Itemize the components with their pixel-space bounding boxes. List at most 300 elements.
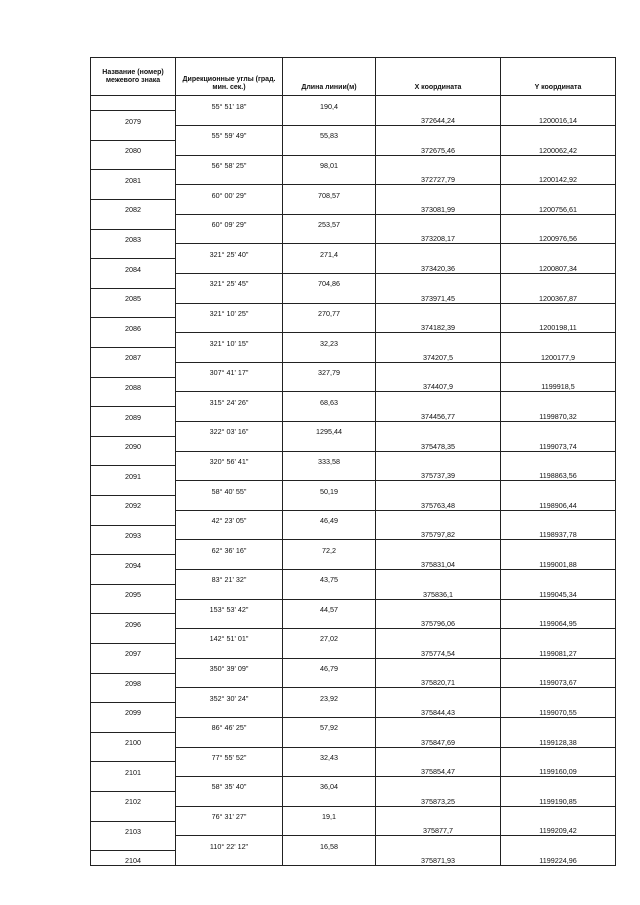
cell-name-empty <box>91 214 176 229</box>
cell-direction-angle: 58° 40' 55" <box>176 481 283 496</box>
table-row-line <box>91 126 616 141</box>
cell-length-empty <box>283 614 376 629</box>
cell-point-name: 2085 <box>91 288 176 303</box>
cell-x-empty <box>376 155 501 170</box>
cell-y-empty <box>501 185 616 200</box>
table-row-line <box>91 362 616 377</box>
cell-length-empty <box>283 851 376 866</box>
cell-name-empty <box>91 126 176 141</box>
cell-x-coordinate: 373420,36 <box>376 259 501 274</box>
cell-x-coordinate: 375854,47 <box>376 762 501 777</box>
cell-y-coordinate: 1199081,27 <box>501 643 616 658</box>
cell-line-length: 708,57 <box>283 185 376 200</box>
cell-point-name: 2081 <box>91 170 176 185</box>
cell-y-coordinate: 1199224,96 <box>501 851 616 866</box>
cell-direction-angle: 86° 46' 25" <box>176 717 283 732</box>
cell-y-coordinate: 1199918,5 <box>501 377 616 392</box>
cell-length-empty <box>283 229 376 244</box>
cell-line-length: 55,83 <box>283 126 376 141</box>
cell-y-coordinate: 1198906,44 <box>501 496 616 511</box>
cell-x-coordinate: 374207,5 <box>376 348 501 363</box>
table-row-line <box>91 629 616 644</box>
cell-direction-angle: 58° 35' 40" <box>176 777 283 792</box>
cell-x-empty <box>376 688 501 703</box>
cell-angle-empty <box>176 851 283 866</box>
cell-point-name: 2094 <box>91 555 176 570</box>
cell-name-empty <box>91 599 176 614</box>
cell-x-coordinate: 375796,06 <box>376 614 501 629</box>
table-row-line <box>91 747 616 762</box>
table-row-line <box>91 481 616 496</box>
cell-x-coordinate: 373208,17 <box>376 229 501 244</box>
cell-x-empty <box>376 629 501 644</box>
cell-name-empty <box>91 362 176 377</box>
cell-x-coordinate: 375737,39 <box>376 466 501 481</box>
cell-name-empty <box>91 451 176 466</box>
cell-angle-empty <box>176 288 283 303</box>
table-row-point <box>91 140 616 155</box>
cell-angle-empty <box>176 170 283 185</box>
cell-line-length: 1295,44 <box>283 422 376 437</box>
cell-point-name: 2103 <box>91 821 176 836</box>
table-row-point <box>91 466 616 481</box>
table-row-point <box>91 762 616 777</box>
cell-line-length: 23,92 <box>283 688 376 703</box>
header-angle: Дирекционные углы (град. мин. сек.) <box>176 58 283 96</box>
cell-x-empty <box>376 303 501 318</box>
table-row-point <box>91 821 616 836</box>
cell-name-empty <box>91 688 176 703</box>
cell-length-empty <box>283 584 376 599</box>
cell-direction-angle: 321° 25' 45" <box>176 274 283 289</box>
table-row-point <box>91 643 616 658</box>
header-length: Длина линии(м) <box>283 58 376 96</box>
cell-direction-angle: 55° 59' 49" <box>176 126 283 141</box>
cell-y-empty <box>501 747 616 762</box>
cell-direction-angle: 350° 39' 09" <box>176 658 283 673</box>
cell-direction-angle: 321° 25' 40" <box>176 244 283 259</box>
cell-x-coordinate: 372727,79 <box>376 170 501 185</box>
cell-angle-empty <box>176 466 283 481</box>
cell-direction-angle: 55° 51' 18" <box>176 96 283 111</box>
cell-direction-angle: 142° 51' 01" <box>176 629 283 644</box>
cell-y-empty <box>501 214 616 229</box>
cell-line-length: 50,19 <box>283 481 376 496</box>
cell-y-coordinate: 1199209,42 <box>501 821 616 836</box>
cell-point-name: 2096 <box>91 614 176 629</box>
table-row-point <box>91 259 616 274</box>
cell-x-empty <box>376 422 501 437</box>
cell-name-empty <box>91 570 176 585</box>
cell-y-empty <box>501 777 616 792</box>
cell-y-coordinate: 1199045,34 <box>501 584 616 599</box>
cell-point-name: 2079 <box>91 111 176 126</box>
cell-name-empty <box>91 155 176 170</box>
cell-length-empty <box>283 732 376 747</box>
cell-length-empty <box>283 791 376 806</box>
cell-length-empty <box>283 200 376 215</box>
cell-x-coordinate: 375873,25 <box>376 791 501 806</box>
table-row-point <box>91 318 616 333</box>
table-row-line <box>91 540 616 555</box>
cell-direction-angle: 322° 03' 16" <box>176 422 283 437</box>
cell-line-length: 32,23 <box>283 333 376 348</box>
cell-direction-angle: 315° 24' 26" <box>176 392 283 407</box>
cell-direction-angle: 77° 55' 52" <box>176 747 283 762</box>
cell-y-coordinate: 1200756,61 <box>501 200 616 215</box>
cell-point-name: 2100 <box>91 732 176 747</box>
cell-name-empty <box>91 510 176 525</box>
cell-length-empty <box>283 407 376 422</box>
cell-x-empty <box>376 836 501 851</box>
cell-line-length: 271,4 <box>283 244 376 259</box>
cell-name-empty <box>91 629 176 644</box>
cell-x-empty <box>376 96 501 111</box>
cell-y-coordinate: 1200807,34 <box>501 259 616 274</box>
cell-y-empty <box>501 451 616 466</box>
cell-line-length: 68,63 <box>283 392 376 407</box>
cell-name-empty <box>91 96 176 111</box>
cell-length-empty <box>283 288 376 303</box>
cell-y-coordinate: 1199073,67 <box>501 673 616 688</box>
cell-line-length: 333,58 <box>283 451 376 466</box>
cell-direction-angle: 60° 09' 29" <box>176 214 283 229</box>
cell-angle-empty <box>176 496 283 511</box>
cell-y-empty <box>501 510 616 525</box>
cell-point-name: 2086 <box>91 318 176 333</box>
cell-length-empty <box>283 377 376 392</box>
cell-angle-empty <box>176 703 283 718</box>
table-row-line <box>91 274 616 289</box>
cell-y-empty <box>501 96 616 111</box>
header-x: Х координата <box>376 58 501 96</box>
cell-point-name: 2104 <box>91 851 176 866</box>
cell-name-empty <box>91 274 176 289</box>
cell-x-coordinate: 375836,1 <box>376 584 501 599</box>
cell-length-empty <box>283 259 376 274</box>
table-row-line <box>91 96 616 111</box>
cell-y-empty <box>501 274 616 289</box>
cell-name-empty <box>91 244 176 259</box>
cell-direction-angle: 56° 58' 25" <box>176 155 283 170</box>
cell-point-name: 2088 <box>91 377 176 392</box>
table-row-point <box>91 584 616 599</box>
cell-x-coordinate: 374182,39 <box>376 318 501 333</box>
cell-angle-empty <box>176 111 283 126</box>
cell-name-empty <box>91 717 176 732</box>
cell-line-length: 327,79 <box>283 362 376 377</box>
cell-direction-angle: 83° 21' 32" <box>176 570 283 585</box>
table-row-point <box>91 703 616 718</box>
cell-x-coordinate: 375774,54 <box>376 643 501 658</box>
cell-angle-empty <box>176 259 283 274</box>
cell-y-empty <box>501 629 616 644</box>
cell-y-empty <box>501 599 616 614</box>
cell-direction-angle: 62° 36' 16" <box>176 540 283 555</box>
cell-length-empty <box>283 703 376 718</box>
cell-angle-empty <box>176 200 283 215</box>
cell-y-empty <box>501 126 616 141</box>
cell-point-name: 2083 <box>91 229 176 244</box>
table-row-point <box>91 525 616 540</box>
cell-y-empty <box>501 570 616 585</box>
cell-angle-empty <box>176 614 283 629</box>
cell-line-length: 27,02 <box>283 629 376 644</box>
cell-point-name: 2097 <box>91 643 176 658</box>
cell-length-empty <box>283 525 376 540</box>
cell-line-length: 98,01 <box>283 155 376 170</box>
cell-name-empty <box>91 658 176 673</box>
cell-name-empty <box>91 836 176 851</box>
cell-x-empty <box>376 362 501 377</box>
cell-point-name: 2095 <box>91 584 176 599</box>
cell-length-empty <box>283 348 376 363</box>
cell-line-length: 72,2 <box>283 540 376 555</box>
cell-direction-angle: 76° 31' 27" <box>176 806 283 821</box>
cell-x-coordinate: 375844,43 <box>376 703 501 718</box>
cell-angle-empty <box>176 732 283 747</box>
cell-length-empty <box>283 466 376 481</box>
cell-y-empty <box>501 658 616 673</box>
table-row-point <box>91 496 616 511</box>
cell-y-empty <box>501 806 616 821</box>
cell-x-coordinate: 375478,35 <box>376 436 501 451</box>
table-row-point <box>91 200 616 215</box>
cell-point-name: 2099 <box>91 703 176 718</box>
cell-x-coordinate: 375797,82 <box>376 525 501 540</box>
cell-y-coordinate: 1200367,87 <box>501 288 616 303</box>
cell-y-empty <box>501 688 616 703</box>
cell-point-name: 2091 <box>91 466 176 481</box>
cell-point-name: 2080 <box>91 140 176 155</box>
cell-name-empty <box>91 333 176 348</box>
cell-x-empty <box>376 481 501 496</box>
cell-y-coordinate: 1199190,85 <box>501 791 616 806</box>
table-row-line <box>91 214 616 229</box>
table-row-line <box>91 422 616 437</box>
boundary-coordinates-table <box>90 57 616 866</box>
cell-x-empty <box>376 599 501 614</box>
table-row-point <box>91 377 616 392</box>
cell-x-coordinate: 375820,71 <box>376 673 501 688</box>
table-row-line <box>91 333 616 348</box>
cell-x-empty <box>376 451 501 466</box>
cell-y-coordinate: 1198937,78 <box>501 525 616 540</box>
cell-point-name: 2087 <box>91 348 176 363</box>
table-row-point <box>91 436 616 451</box>
cell-length-empty <box>283 643 376 658</box>
table-row-line <box>91 185 616 200</box>
cell-x-coordinate: 375847,69 <box>376 732 501 747</box>
cell-length-empty <box>283 111 376 126</box>
cell-y-coordinate: 1198863,56 <box>501 466 616 481</box>
cell-y-empty <box>501 836 616 851</box>
cell-point-name: 2082 <box>91 200 176 215</box>
cell-angle-empty <box>176 377 283 392</box>
table-row-line <box>91 599 616 614</box>
cell-line-length: 43,75 <box>283 570 376 585</box>
cell-angle-empty <box>176 821 283 836</box>
table-row-point <box>91 791 616 806</box>
cell-angle-empty <box>176 555 283 570</box>
cell-x-empty <box>376 806 501 821</box>
table-row-point <box>91 614 616 629</box>
cell-y-coordinate: 1200976,56 <box>501 229 616 244</box>
cell-y-empty <box>501 244 616 259</box>
cell-x-empty <box>376 658 501 673</box>
cell-point-name: 2093 <box>91 525 176 540</box>
cell-x-coordinate: 372644,24 <box>376 111 501 126</box>
cell-y-empty <box>501 422 616 437</box>
cell-x-coordinate: 375763,48 <box>376 496 501 511</box>
table-row-point <box>91 229 616 244</box>
cell-x-empty <box>376 126 501 141</box>
cell-length-empty <box>283 496 376 511</box>
cell-y-empty <box>501 303 616 318</box>
table-row-point <box>91 288 616 303</box>
cell-point-name: 2089 <box>91 407 176 422</box>
table-body <box>91 96 616 866</box>
cell-line-length: 253,57 <box>283 214 376 229</box>
cell-line-length: 190,4 <box>283 96 376 111</box>
cell-name-empty <box>91 392 176 407</box>
table-row-point <box>91 348 616 363</box>
cell-y-coordinate: 1199870,32 <box>501 407 616 422</box>
cell-x-coordinate: 373971,45 <box>376 288 501 303</box>
cell-angle-empty <box>176 643 283 658</box>
table-row-line <box>91 658 616 673</box>
cell-direction-angle: 320° 56' 41" <box>176 451 283 466</box>
cell-y-empty <box>501 481 616 496</box>
header-name: Название (номер) межевого знака <box>91 58 176 96</box>
cell-y-coordinate: 1199073,74 <box>501 436 616 451</box>
cell-name-empty <box>91 422 176 437</box>
cell-line-length: 57,92 <box>283 717 376 732</box>
table-row-line <box>91 510 616 525</box>
cell-point-name: 2098 <box>91 673 176 688</box>
cell-x-empty <box>376 570 501 585</box>
table-row-line <box>91 688 616 703</box>
table-row-point <box>91 555 616 570</box>
cell-angle-empty <box>176 762 283 777</box>
cell-y-coordinate: 1200142,92 <box>501 170 616 185</box>
cell-x-coordinate: 375877,7 <box>376 821 501 836</box>
table-row-line <box>91 570 616 585</box>
cell-y-coordinate: 1199001,88 <box>501 555 616 570</box>
cell-direction-angle: 321° 10' 15" <box>176 333 283 348</box>
table-row-line <box>91 451 616 466</box>
table-row-line <box>91 777 616 792</box>
cell-y-coordinate: 1199070,55 <box>501 703 616 718</box>
cell-x-coordinate: 374407,9 <box>376 377 501 392</box>
cell-x-empty <box>376 185 501 200</box>
cell-length-empty <box>283 318 376 333</box>
cell-angle-empty <box>176 407 283 422</box>
cell-x-empty <box>376 510 501 525</box>
cell-y-empty <box>501 540 616 555</box>
cell-angle-empty <box>176 673 283 688</box>
cell-angle-empty <box>176 140 283 155</box>
cell-name-empty <box>91 540 176 555</box>
table-row-point <box>91 851 616 866</box>
cell-y-empty <box>501 362 616 377</box>
cell-name-empty <box>91 303 176 318</box>
cell-line-length: 32,43 <box>283 747 376 762</box>
cell-angle-empty <box>176 348 283 363</box>
cell-point-name: 2090 <box>91 436 176 451</box>
cell-direction-angle: 60° 00' 29" <box>176 185 283 200</box>
table-row-line <box>91 155 616 170</box>
cell-point-name: 2101 <box>91 762 176 777</box>
cell-name-empty <box>91 806 176 821</box>
cell-angle-empty <box>176 584 283 599</box>
cell-point-name: 2084 <box>91 259 176 274</box>
cell-x-empty <box>376 333 501 348</box>
cell-x-coordinate: 375831,04 <box>376 555 501 570</box>
table-row-point <box>91 170 616 185</box>
cell-y-coordinate: 1199064,95 <box>501 614 616 629</box>
cell-line-length: 19,1 <box>283 806 376 821</box>
cell-angle-empty <box>176 436 283 451</box>
cell-y-coordinate: 1199128,38 <box>501 732 616 747</box>
cell-y-coordinate: 1200016,14 <box>501 111 616 126</box>
cell-name-empty <box>91 481 176 496</box>
cell-y-coordinate: 1200198,11 <box>501 318 616 333</box>
cell-x-coordinate: 373081,99 <box>376 200 501 215</box>
cell-y-coordinate: 1200177,9 <box>501 348 616 363</box>
cell-y-coordinate: 1199160,09 <box>501 762 616 777</box>
cell-angle-empty <box>176 318 283 333</box>
cell-name-empty <box>91 777 176 792</box>
table-header-row <box>91 58 616 96</box>
table-row-line <box>91 392 616 407</box>
cell-direction-angle: 307° 41' 17" <box>176 362 283 377</box>
table-row-point <box>91 111 616 126</box>
cell-direction-angle: 153° 53' 42" <box>176 599 283 614</box>
cell-length-empty <box>283 170 376 185</box>
cell-point-name: 2092 <box>91 496 176 511</box>
cell-x-empty <box>376 747 501 762</box>
cell-line-length: 36,04 <box>283 777 376 792</box>
cell-x-empty <box>376 274 501 289</box>
cell-angle-empty <box>176 791 283 806</box>
cell-angle-empty <box>176 229 283 244</box>
cell-y-empty <box>501 392 616 407</box>
cell-line-length: 16,58 <box>283 836 376 851</box>
cell-name-empty <box>91 747 176 762</box>
cell-x-coordinate: 374456,77 <box>376 407 501 422</box>
cell-line-length: 704,86 <box>283 274 376 289</box>
table-row-line <box>91 303 616 318</box>
cell-y-empty <box>501 155 616 170</box>
cell-point-name: 2102 <box>91 791 176 806</box>
cell-length-empty <box>283 140 376 155</box>
cell-direction-angle: 42° 23' 05" <box>176 510 283 525</box>
cell-y-empty <box>501 333 616 348</box>
cell-length-empty <box>283 821 376 836</box>
cell-x-empty <box>376 717 501 732</box>
cell-line-length: 270,77 <box>283 303 376 318</box>
cell-direction-angle: 110° 22' 12" <box>176 836 283 851</box>
cell-length-empty <box>283 762 376 777</box>
cell-name-empty <box>91 185 176 200</box>
table-row-point <box>91 732 616 747</box>
cell-x-empty <box>376 214 501 229</box>
cell-x-empty <box>376 540 501 555</box>
table-row-point <box>91 673 616 688</box>
table-row-line <box>91 717 616 732</box>
table-row-line <box>91 836 616 851</box>
